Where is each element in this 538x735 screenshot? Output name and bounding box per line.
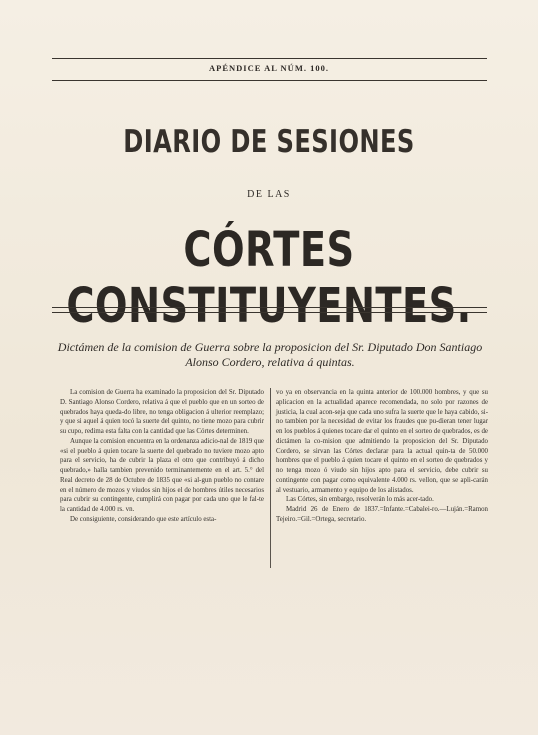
- signature-line: Madrid 26 de Enero de 1837.=Infante.=Cabalei-ro.—Luján.=Ramon Tejeiro.=Gil.=Ortega, secretario.: [276, 506, 488, 523]
- top-rule: [52, 58, 487, 59]
- left-column: [60, 388, 264, 525]
- masthead-connector: DE LAS: [247, 189, 291, 200]
- paragraph: Las Córtes, sin embargo, resolverán lo más acer-tado.: [286, 496, 434, 504]
- masthead-title: DIARIO DE SESIONES: [123, 124, 415, 160]
- masthead-rule: [52, 307, 487, 308]
- paragraph: La comision de Guerra ha examinado la proposicion del Sr. Diputado D. Santiago Alonso Cordero, relativa á que el pueblo que en un sorteo de quebrados haya queda-do libre, no tenga obligacion á ulterior reemplazo; y que si aquel á quien tocó la suerte del quinto, no tiene mozo para cubrir su cupo, redima esta falta con la cantidad que las Córtes determinen.: [60, 389, 264, 435]
- right-column: [276, 388, 488, 525]
- paragraph: De consiguiente, considerando que este artículo esta-: [70, 515, 217, 523]
- column-divider: [270, 388, 271, 568]
- paragraph: Aunque la comision encuentra en la ordenanza adicio-nal de 1819 que «si el pueblo á quien tocare la suerte del quebrado no tuviere mozo apto para el servicio, ha de cubrir la plaza el otro que contribuyó á dicho quebrado,» halla tambien prevenido terminantemente en el art. 5.° del Real decreto de 28 de Octubre de 1835 que «si al-gun pueblo no contare en el número de mozos y viudos sin hijos el de hombres útiles necesarios para cubrir su contingente, cumplirá con pagar por cada uno que le fal-te la cantidad de 4.000 rs. vn.: [60, 437, 264, 513]
- dictamen-heading: Dictámen de la comision de Guerra sobre la proposicion del Sr. Diputado Don Santiago Alonso Cordero, relativa á quintas.: [57, 340, 483, 369]
- masthead-subtitle: CÓRTES CONSTITUYENTES.: [66, 222, 472, 334]
- appendix-label: APÉNDICE AL NÚM. 100.: [209, 63, 329, 73]
- top-rule-lower: [52, 80, 487, 81]
- masthead-rule-thin: [52, 312, 487, 313]
- paragraph: vo ya en observancia en la quinta anterior de 100.000 hombres, y que su aplicacion en la actualidad aparece recomendada, no solo por razones de justicia, la cual acon-seja que cada uno sufra la suerte que le haya cabido, si-no tambien por la necesidad de evitar los fraudes que pu-dieran tener lugar en los pueblos á quienes tocare dar el quinto en el sorteo de quebrados, es de dictámen la co-mision que admitiendo la proposicion del Sr. Diputado Cordero, se sirvan las Córtes declarar para la actual quin-ta de 50.000 hombres que el pueblo á quien tocare el quinto en el sorteo de quebrados y no tenga mozo ó viudo sin hijos apto para el servicio, debe cubrir su contingente con pagar como equivalente 4.000 rs. vellon, que se apli-carán al vestuario, armamento y equipo de los alistados.: [276, 389, 488, 494]
